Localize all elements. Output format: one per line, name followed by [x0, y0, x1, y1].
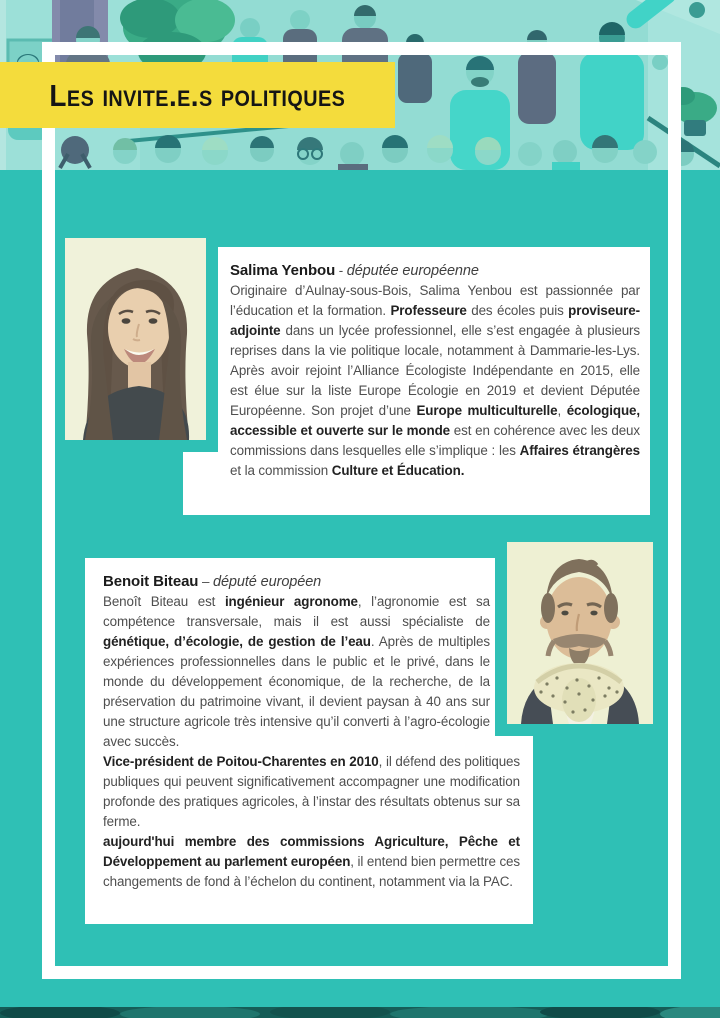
salima-portrait-illustration: [65, 238, 206, 440]
bio-card-salima-yenbou: [183, 247, 650, 515]
bio-name-line: [230, 261, 640, 281]
portrait-salima-yenbou: [53, 226, 218, 452]
bio-name-line: [103, 572, 520, 592]
bio-role: député européen: [212, 574, 322, 590]
name-role-separator: –: [202, 574, 210, 589]
portrait-benoit-biteau: [495, 530, 665, 736]
benoit-portrait-illustration: [507, 542, 653, 724]
bio-role: députée européenne: [346, 263, 479, 279]
bottom-strip-illustration: [0, 1007, 720, 1018]
bio-name: Salima Yenbou: [230, 262, 336, 279]
bottom-photo-strip: [0, 1006, 720, 1018]
bio-text-benoit: [103, 572, 520, 892]
bio-text-salima: [230, 261, 640, 481]
bio-name: Benoit Biteau: [103, 573, 199, 590]
page-title: Les invite.e.s politiques: [49, 77, 346, 113]
bio-card-benoit-biteau: [85, 558, 533, 924]
bio-paragraph: Benoît Biteau est ingénieur agronome, l’agronomie est sa compétence transversale, mais il est aussi spécialiste de génétique, d’écologie, de gestion de l’eau. Après de multiples expériences professionnelles dans le public et le privé, dans le monde du développement économique, de la recherche, de la préservation du patrimoine vivant, il devient paysan à 40 ans sur une structure agricole très intensive qu’il converti à l’agro-écologie avec succès. Vice-président de Poitou-Charentes en 2010, il défend des politiques publiques qui peuvent significativement accompagner une modification profonde des pratiques agricoles, à l’instar des résultats obtenus sur sa ferme. aujourd'hui membre des commissions Agriculture, Pêche et Développement au parlement européen, il entend bien permettre ces changements de fond à l’échelon du continent, notamment via la PAC.: [103, 594, 520, 889]
name-role-separator: -: [338, 263, 344, 278]
bio-paragraph: Originaire d’Aulnay-sous-Bois, Salima Yenbou est passionnée par l’éducation et la formation. Professeure des écoles puis proviseure-adjointe dans un lycée professionnel, elle s’est engagée à plusieurs reprises dans la vie politique locale, notamment à Dammarie-les-Lys. Après avoir rejoint l’Alliance Écologiste Indépendante en 2015, elle est élue sur la liste Europe Écologie en 2019 et devient Députée Européenne. Son projet d’une Europe multiculturelle, écologique, accessible et ouverte sur le monde est en cohérence avec les deux commissions dans lesquelles elle s’implique : les Affaires étrangères et la commission Culture et Éducation.: [230, 283, 641, 478]
title-banner: [0, 62, 395, 128]
